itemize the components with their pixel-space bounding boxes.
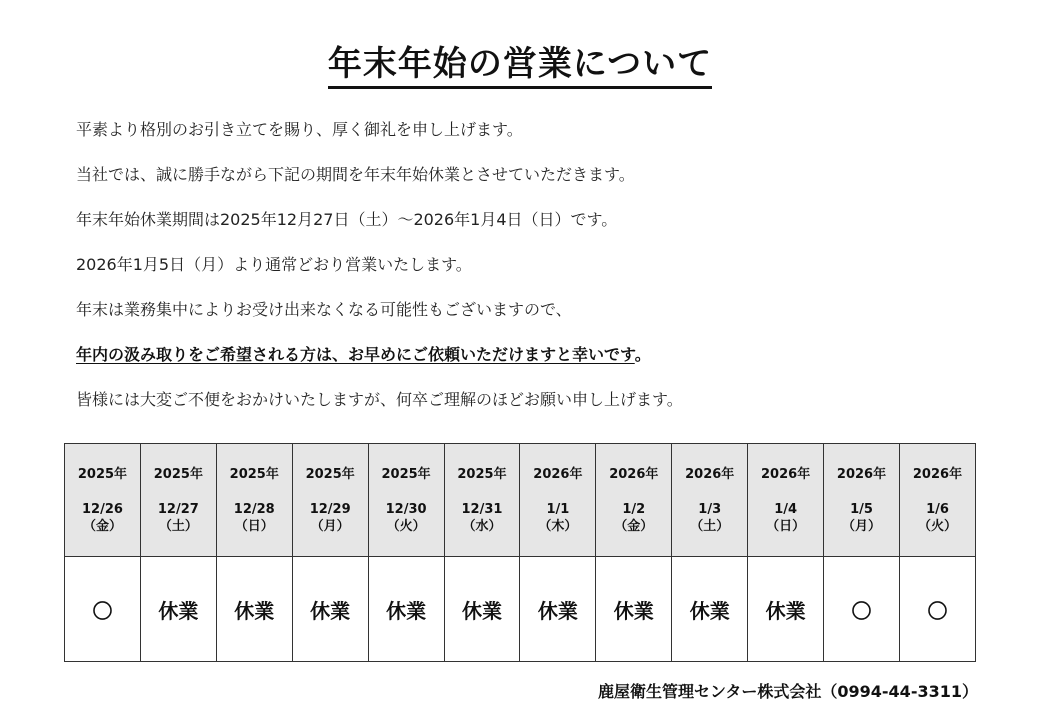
schedule-status-cell: 休業	[140, 557, 216, 662]
schedule-status-cell: 〇	[824, 557, 900, 662]
schedule-status-cell: 休業	[444, 557, 520, 662]
schedule-date: 12/28	[233, 501, 275, 517]
schedule-year: 2026年	[685, 466, 735, 482]
page-title	[0, 36, 1040, 85]
schedule-date-cell	[596, 444, 672, 557]
schedule-year: 2026年	[912, 466, 963, 482]
schedule-date-cell	[140, 444, 216, 557]
schedule-date: 12/30	[385, 501, 427, 517]
paragraph-resume-date: 2026年1月5日（月）より通常どおり営業いたします。	[76, 255, 472, 274]
schedule-weekday: （金）	[82, 518, 122, 534]
schedule-date-cell	[520, 444, 596, 557]
request-early-period: 。	[634, 345, 651, 364]
schedule-year: 2026年	[761, 466, 811, 482]
schedule-date: 1/6	[926, 501, 949, 517]
schedule-status-cell: 〇	[65, 557, 141, 662]
schedule-date: 1/3	[698, 501, 722, 517]
schedule-status-cell: 休業	[520, 557, 596, 662]
schedule-status-cell: 休業	[672, 557, 748, 662]
schedule-year: 2025年	[381, 466, 431, 482]
schedule-weekday: （月）	[310, 518, 350, 534]
schedule-status-cell: 休業	[216, 557, 292, 662]
schedule-weekday: （土）	[690, 518, 730, 534]
schedule-weekday: （火）	[917, 518, 957, 534]
paragraph-holiday-period: 年末年始休業期間は2025年12月27日（土）～2026年1月4日（日）です。	[76, 210, 618, 229]
page-title-text: 年末年始の営業について	[328, 44, 712, 89]
schedule-date: 1/4	[774, 501, 798, 517]
schedule-date: 12/29	[309, 501, 351, 517]
schedule-year: 2026年	[836, 466, 887, 482]
paragraph-holiday-notice: 当社では、誠に勝手ながら下記の期間を年末年始休業とさせていただきます。	[76, 165, 635, 184]
schedule-weekday: （金）	[614, 518, 654, 534]
schedule-date-cell	[216, 444, 292, 557]
paragraph-request-early	[76, 344, 976, 366]
schedule-date-cell	[899, 444, 975, 557]
schedule-weekday: （土）	[158, 518, 198, 534]
schedule-date-row	[65, 444, 976, 557]
schedule-year: 2026年	[609, 466, 659, 482]
schedule-year: 2025年	[305, 466, 355, 482]
schedule-status-row	[65, 557, 976, 662]
schedule-date: 1/2	[622, 501, 646, 517]
schedule-date: 1/5	[850, 501, 873, 517]
schedule-date: 1/1	[546, 501, 570, 517]
schedule-date-cell	[444, 444, 520, 557]
schedule-year: 2025年	[77, 466, 128, 482]
paragraph-year-end-busy: 年末は業務集中によりお受け出来なくなる可能性もございますので、	[76, 300, 572, 319]
schedule-year: 2025年	[229, 466, 279, 482]
schedule-status-cell: 休業	[292, 557, 368, 662]
schedule-date-cell	[368, 444, 444, 557]
schedule-date: 12/31	[461, 501, 503, 517]
schedule-date-cell	[65, 444, 141, 557]
paragraph-greeting: 平素より格別のお引き立てを賜り、厚く御礼を申し上げます。	[76, 120, 523, 139]
request-early-underlined: 年内の汲み取りをご希望される方は、お早めにご依頼いただけますと幸いです	[76, 345, 635, 364]
schedule-year: 2026年	[533, 466, 583, 482]
schedule-status-cell: 休業	[368, 557, 444, 662]
holiday-schedule-table	[64, 443, 976, 662]
schedule-date-cell	[748, 444, 824, 557]
schedule-status-cell: 〇	[899, 557, 975, 662]
schedule-year: 2025年	[153, 466, 203, 482]
schedule-weekday: （水）	[462, 518, 502, 534]
schedule-status-cell: 休業	[596, 557, 672, 662]
schedule-year: 2025年	[457, 466, 507, 482]
schedule-weekday: （日）	[234, 518, 274, 534]
company-contact: 鹿屋衛生管理センター株式会社（0994-44-3311）	[598, 682, 978, 701]
schedule-weekday: （日）	[766, 518, 806, 534]
schedule-weekday: （月）	[842, 518, 882, 534]
schedule-status-cell: 休業	[748, 557, 824, 662]
schedule-date: 12/27	[157, 501, 199, 517]
schedule-weekday: （木）	[538, 518, 578, 534]
schedule-date: 12/26	[81, 501, 123, 517]
paragraph-apology: 皆様には大変ご不便をおかけいたしますが、何卒ご理解のほどお願い申し上げます。	[76, 390, 683, 409]
schedule-date-cell	[292, 444, 368, 557]
schedule-date-cell	[824, 444, 900, 557]
schedule-date-cell	[672, 444, 748, 557]
schedule-weekday: （火）	[386, 518, 426, 534]
